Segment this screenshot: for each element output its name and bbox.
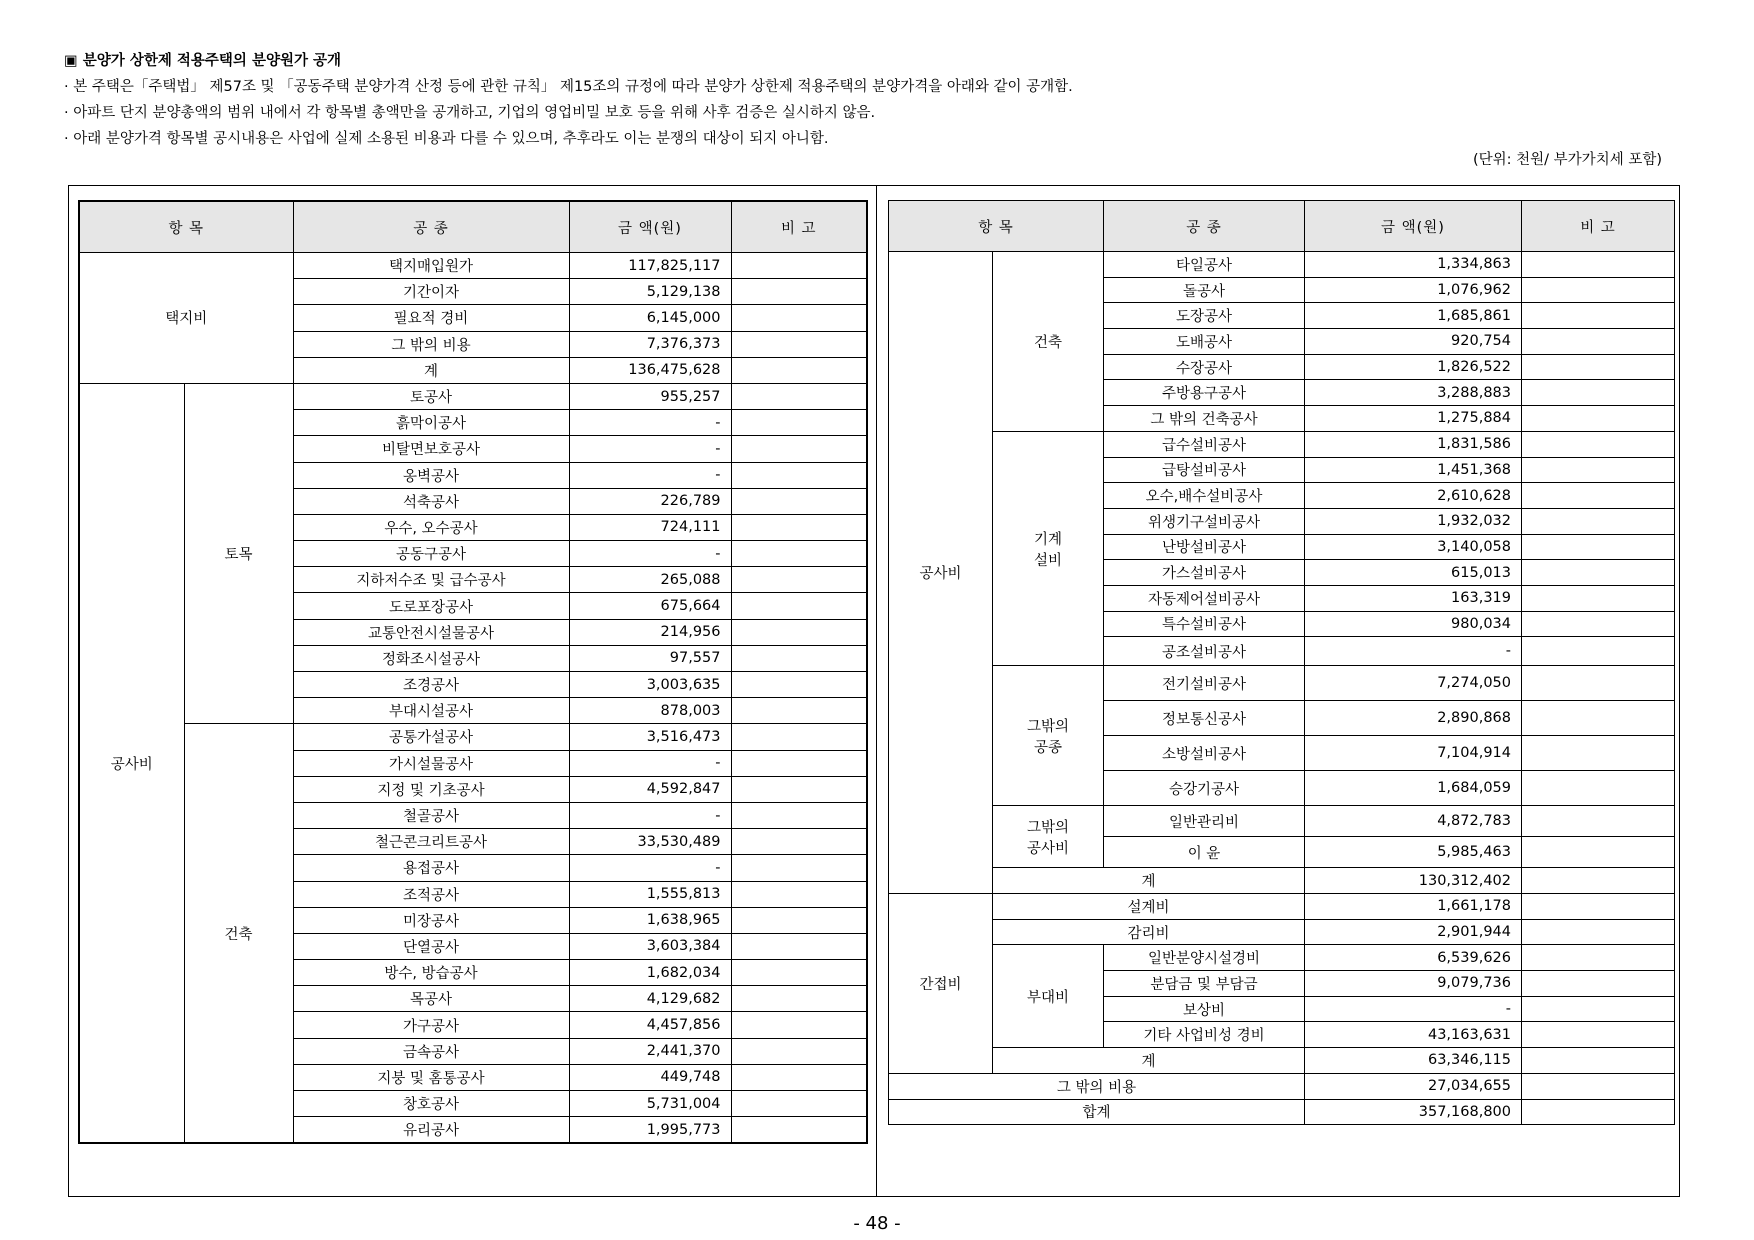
note-cell (731, 881, 867, 907)
kind-cell: 전기설비공사 (1104, 666, 1305, 701)
note-cell (1522, 637, 1675, 666)
note-cell (1522, 534, 1675, 560)
amount-cell: 7,104,914 (1305, 736, 1522, 771)
kind-cell: 승강기공사 (1104, 771, 1305, 806)
construction-cost-label: 공사비 (889, 252, 993, 894)
kind-cell: 기타 사업비성 경비 (1104, 1022, 1305, 1048)
kind-cell: 보상비 (1104, 996, 1305, 1022)
note-cell (1522, 277, 1675, 303)
kind-cell: 수장공사 (1104, 354, 1305, 380)
kind-cell: 그 밖의 건축공사 (1104, 406, 1305, 432)
mechanical-label (993, 431, 1104, 666)
kind-cell: 공동구공사 (293, 541, 569, 567)
note-cell (1522, 303, 1675, 329)
kind-cell: 지하저수조 및 급수공사 (293, 567, 569, 593)
note-cell (1522, 585, 1675, 611)
table-row (889, 806, 1675, 837)
note-cell (731, 383, 867, 409)
construction-cost-label: 공사비 (79, 383, 184, 1143)
amount-cell: 3,003,635 (569, 672, 731, 698)
table-row (889, 894, 1675, 920)
note-cell (731, 698, 867, 724)
note-cell (1522, 1099, 1675, 1125)
kind-cell: 위생기구설비공사 (1104, 508, 1305, 534)
kind-cell: 용접공사 (293, 855, 569, 881)
amount-cell: 1,995,773 (569, 1117, 731, 1144)
amount-cell: 136,475,628 (569, 357, 731, 383)
amount-cell: 1,076,962 (1305, 277, 1522, 303)
amount-cell: 2,610,628 (1305, 483, 1522, 509)
note-cell (1522, 380, 1675, 406)
grand-total-label: 합계 (889, 1099, 1305, 1125)
kind-cell: 도장공사 (1104, 303, 1305, 329)
amount-cell: - (569, 436, 731, 462)
kind-cell: 금속공사 (293, 1038, 569, 1064)
note-cell (731, 305, 867, 331)
kind-cell: 방수, 방습공사 (293, 960, 569, 986)
note-cell (1522, 252, 1675, 278)
amount-cell: 5,731,004 (569, 1091, 731, 1117)
amount-cell: 97,557 (569, 645, 731, 671)
table-row (79, 253, 867, 279)
note-cell (731, 750, 867, 776)
kind-cell: 자동제어설비공사 (1104, 585, 1305, 611)
note-cell (731, 802, 867, 828)
note-cell (1522, 483, 1675, 509)
header-block (64, 48, 1684, 152)
kind-cell: 지붕 및 홈통공사 (293, 1064, 569, 1090)
note-line-3: · 아래 분양가격 항목별 공시내용은 사업에 실제 소용된 비용과 다를 수 있으며, 추후라도 이는 분쟁의 대상이 되지 아니함. (64, 131, 829, 147)
table-row (889, 868, 1675, 894)
kind-cell: 부대시설공사 (293, 698, 569, 724)
kind-cell: 지정 및 기초공사 (293, 776, 569, 802)
amount-cell: 2,901,944 (1305, 919, 1522, 945)
table-row (889, 666, 1675, 701)
kind-cell: 필요적 경비 (293, 305, 569, 331)
amount-cell: 1,638,965 (569, 907, 731, 933)
kind-cell: 유리공사 (293, 1117, 569, 1144)
col-header-amount: 금 액(원) (1305, 201, 1522, 252)
amount-cell: 4,872,783 (1305, 806, 1522, 837)
kind-cell: 도로포장공사 (293, 593, 569, 619)
note-cell (1522, 666, 1675, 701)
other-trades-label (993, 666, 1104, 806)
col-header-item: 항 목 (79, 201, 293, 253)
building-works-label: 건축 (184, 724, 293, 1144)
kind-cell: 택지매입원가 (293, 253, 569, 279)
note-cell (731, 331, 867, 357)
amount-cell: 163,319 (1305, 585, 1522, 611)
note-cell (731, 593, 867, 619)
kind-cell: 흙막이공사 (293, 410, 569, 436)
note-cell (1522, 837, 1675, 868)
kind-cell: 급수설비공사 (1104, 431, 1305, 457)
note-cell (731, 462, 867, 488)
kind-cell: 비탈면보호공사 (293, 436, 569, 462)
amount-cell: 265,088 (569, 567, 731, 593)
note-cell (1522, 894, 1675, 920)
amount-cell: 1,826,522 (1305, 354, 1522, 380)
amount-cell: 1,684,059 (1305, 771, 1522, 806)
kind-cell: 일반관리비 (1104, 806, 1305, 837)
note-cell (1522, 1073, 1675, 1099)
other-costs-label-line-2: 공사비 (1026, 840, 1070, 857)
kind-cell: 우수, 오수공사 (293, 514, 569, 540)
kind-cell: 특수설비공사 (1104, 611, 1305, 637)
note-cell (1522, 1048, 1675, 1074)
kind-cell: 도배공사 (1104, 329, 1305, 355)
land-cost-label: 택지비 (79, 253, 293, 384)
col-header-amount: 금 액(원) (569, 201, 731, 253)
note-cell (731, 960, 867, 986)
table-header-row (889, 201, 1675, 252)
amount-cell: 3,288,883 (1305, 380, 1522, 406)
note-cell (731, 1091, 867, 1117)
mechanical-label-line-1: 기계 (1033, 531, 1062, 548)
amount-cell: 1,685,861 (1305, 303, 1522, 329)
amount-cell: 1,334,863 (1305, 252, 1522, 278)
amount-cell: 117,825,117 (569, 253, 731, 279)
note-cell (1522, 919, 1675, 945)
kind-cell: 돌공사 (1104, 277, 1305, 303)
note-cell (731, 855, 867, 881)
note-cell (1522, 354, 1675, 380)
table-row (889, 945, 1675, 971)
amount-cell: 63,346,115 (1305, 1048, 1522, 1074)
kind-cell: 기간이자 (293, 279, 569, 305)
amount-cell: 1,932,032 (1305, 508, 1522, 534)
kind-cell: 설계비 (993, 894, 1305, 920)
kind-cell: 분담금 및 부담금 (1104, 971, 1305, 997)
amount-cell: 5,985,463 (1305, 837, 1522, 868)
amount-cell: 6,145,000 (569, 305, 731, 331)
other-costs-label-line-1: 그밖의 (1026, 819, 1070, 836)
amount-cell: 1,661,178 (1305, 894, 1522, 920)
amount-cell: 675,664 (569, 593, 731, 619)
amount-cell: 980,034 (1305, 611, 1522, 637)
kind-cell: 계 (993, 1048, 1305, 1074)
amount-cell: 724,111 (569, 514, 731, 540)
note-cell (731, 645, 867, 671)
note-cell (731, 514, 867, 540)
kind-cell: 일반분양시설경비 (1104, 945, 1305, 971)
kind-cell: 창호공사 (293, 1091, 569, 1117)
table-row (79, 383, 867, 409)
amount-cell: 2,890,868 (1305, 701, 1522, 736)
amount-cell: 6,539,626 (1305, 945, 1522, 971)
kind-cell: 옹벽공사 (293, 462, 569, 488)
note-cell (731, 724, 867, 750)
kind-cell: 단열공사 (293, 933, 569, 959)
note-cell (731, 253, 867, 279)
note-cell (731, 933, 867, 959)
amount-cell: 1,555,813 (569, 881, 731, 907)
note-cell (731, 829, 867, 855)
amount-cell: - (569, 462, 731, 488)
kind-cell: 철근콘크리트공사 (293, 829, 569, 855)
kind-cell: 공통가설공사 (293, 724, 569, 750)
amount-cell: 43,163,631 (1305, 1022, 1522, 1048)
note-cell (1522, 771, 1675, 806)
building-works-label: 건축 (993, 252, 1104, 432)
table-row (889, 1073, 1675, 1099)
table-row (889, 252, 1675, 278)
amount-cell: 2,441,370 (569, 1038, 731, 1064)
amount-cell: 226,789 (569, 488, 731, 514)
note-cell (1522, 457, 1675, 483)
amount-cell: 955,257 (569, 383, 731, 409)
amount-cell: 7,274,050 (1305, 666, 1522, 701)
amount-cell: 1,682,034 (569, 960, 731, 986)
note-cell (731, 488, 867, 514)
note-cell (731, 1012, 867, 1038)
amount-cell: - (569, 750, 731, 776)
note-cell (1522, 508, 1675, 534)
kind-cell: 목공사 (293, 986, 569, 1012)
kind-cell: 교통안전시설물공사 (293, 619, 569, 645)
kind-cell: 감리비 (993, 919, 1305, 945)
note-cell (1522, 560, 1675, 586)
note-cell (1522, 611, 1675, 637)
kind-cell: 타일공사 (1104, 252, 1305, 278)
note-line-2: · 아파트 단지 분양총액의 범위 내에서 각 항목별 총액만을 공개하고, 기업의 영업비밀 보호 등을 위해 사후 검증은 실시하지 않음. (64, 105, 876, 121)
amount-cell: 5,129,138 (569, 279, 731, 305)
other-cost-label: 그 밖의 비용 (889, 1073, 1305, 1099)
amount-cell: 878,003 (569, 698, 731, 724)
note-cell (731, 279, 867, 305)
indirect-cost-label: 간접비 (889, 894, 993, 1074)
note-cell (1522, 406, 1675, 432)
kind-cell: 주방용구공사 (1104, 380, 1305, 406)
kind-cell: 조경공사 (293, 672, 569, 698)
kind-cell: 이 윤 (1104, 837, 1305, 868)
amount-cell: 1,451,368 (1305, 457, 1522, 483)
note-cell (731, 672, 867, 698)
kind-cell: 토공사 (293, 383, 569, 409)
amount-cell: 1,831,586 (1305, 431, 1522, 457)
other-trades-label-line-1: 그밖의 (1026, 718, 1070, 735)
table-header-row (79, 201, 867, 253)
note-cell (1522, 431, 1675, 457)
amount-cell: 3,140,058 (1305, 534, 1522, 560)
note-cell (1522, 806, 1675, 837)
amount-cell: - (1305, 996, 1522, 1022)
amount-cell: - (569, 802, 731, 828)
table-row (889, 919, 1675, 945)
amount-cell: 4,457,856 (569, 1012, 731, 1038)
kind-cell: 가구공사 (293, 1012, 569, 1038)
amount-cell: - (1305, 637, 1522, 666)
note-cell (731, 776, 867, 802)
note-cell (1522, 996, 1675, 1022)
kind-cell: 계 (293, 357, 569, 383)
note-cell (731, 436, 867, 462)
amount-cell: 4,129,682 (569, 986, 731, 1012)
amount-cell: 130,312,402 (1305, 868, 1522, 894)
kind-cell: 오수,배수설비공사 (1104, 483, 1305, 509)
col-header-kind: 공 종 (293, 201, 569, 253)
amount-cell: 27,034,655 (1305, 1073, 1522, 1099)
note-cell (1522, 1022, 1675, 1048)
kind-cell: 소방설비공사 (1104, 736, 1305, 771)
table-row (889, 1099, 1675, 1125)
kind-cell: 가시설물공사 (293, 750, 569, 776)
kind-cell: 공조설비공사 (1104, 637, 1305, 666)
kind-cell: 정화조시설공사 (293, 645, 569, 671)
amount-cell: 33,530,489 (569, 829, 731, 855)
civil-works-label: 토목 (184, 383, 293, 723)
note-cell (731, 1117, 867, 1144)
amount-cell: 214,956 (569, 619, 731, 645)
grand-total-amount: 357,168,800 (1305, 1099, 1522, 1125)
kind-cell: 그 밖의 비용 (293, 331, 569, 357)
amount-cell: 615,013 (1305, 560, 1522, 586)
col-header-item: 항 목 (889, 201, 1104, 252)
col-header-note: 비 고 (731, 201, 867, 253)
note-cell (1522, 701, 1675, 736)
table-row (889, 431, 1675, 457)
unit-note: (단위: 천원/ 부가가치세 포함) (1473, 152, 1662, 168)
amount-cell: 7,376,373 (569, 331, 731, 357)
note-cell (731, 541, 867, 567)
amount-cell: 3,603,384 (569, 933, 731, 959)
note-cell (1522, 971, 1675, 997)
note-cell (731, 1064, 867, 1090)
amount-cell: - (569, 410, 731, 436)
kind-cell: 급탕설비공사 (1104, 457, 1305, 483)
amount-cell: - (569, 541, 731, 567)
note-cell (731, 567, 867, 593)
document-title: ▣ 분양가 상한제 적용주택의 분양원가 공개 (64, 53, 342, 69)
amount-cell: - (569, 855, 731, 881)
incidental-label: 부대비 (993, 945, 1104, 1048)
note-cell (731, 410, 867, 436)
note-cell (1522, 945, 1675, 971)
note-cell (731, 907, 867, 933)
other-trades-label-line-2: 공종 (1033, 739, 1062, 756)
kind-cell: 철골공사 (293, 802, 569, 828)
amount-cell: 3,516,473 (569, 724, 731, 750)
col-header-note: 비 고 (1522, 201, 1675, 252)
kind-cell: 가스설비공사 (1104, 560, 1305, 586)
note-line-1: · 본 주택은「주택법」 제57조 및 「공동주택 분양가격 산정 등에 관한 규칙」 제15조의 규정에 따라 분양가 상한제 적용주택의 분양가격을 아래와 같이 공개함. (64, 79, 1073, 95)
table-row (79, 724, 867, 750)
cost-table-left (78, 200, 868, 1144)
kind-cell: 미장공사 (293, 907, 569, 933)
kind-cell: 계 (993, 868, 1305, 894)
kind-cell: 난방설비공사 (1104, 534, 1305, 560)
kind-cell: 석축공사 (293, 488, 569, 514)
amount-cell: 4,592,847 (569, 776, 731, 802)
note-cell (731, 1038, 867, 1064)
note-cell (731, 357, 867, 383)
note-cell (731, 619, 867, 645)
other-costs-label (993, 806, 1104, 868)
note-cell (1522, 736, 1675, 771)
amount-cell: 920,754 (1305, 329, 1522, 355)
mechanical-label-line-2: 설비 (1033, 552, 1062, 569)
cost-table-right (888, 200, 1675, 1125)
note-cell (1522, 329, 1675, 355)
center-divider (876, 185, 877, 1197)
amount-cell: 9,079,736 (1305, 971, 1522, 997)
amount-cell: 449,748 (569, 1064, 731, 1090)
amount-cell: 1,275,884 (1305, 406, 1522, 432)
note-cell (1522, 868, 1675, 894)
col-header-kind: 공 종 (1104, 201, 1305, 252)
note-cell (731, 986, 867, 1012)
kind-cell: 조적공사 (293, 881, 569, 907)
kind-cell: 정보통신공사 (1104, 701, 1305, 736)
page-number: - 48 - (853, 1213, 901, 1234)
table-row (889, 1048, 1675, 1074)
